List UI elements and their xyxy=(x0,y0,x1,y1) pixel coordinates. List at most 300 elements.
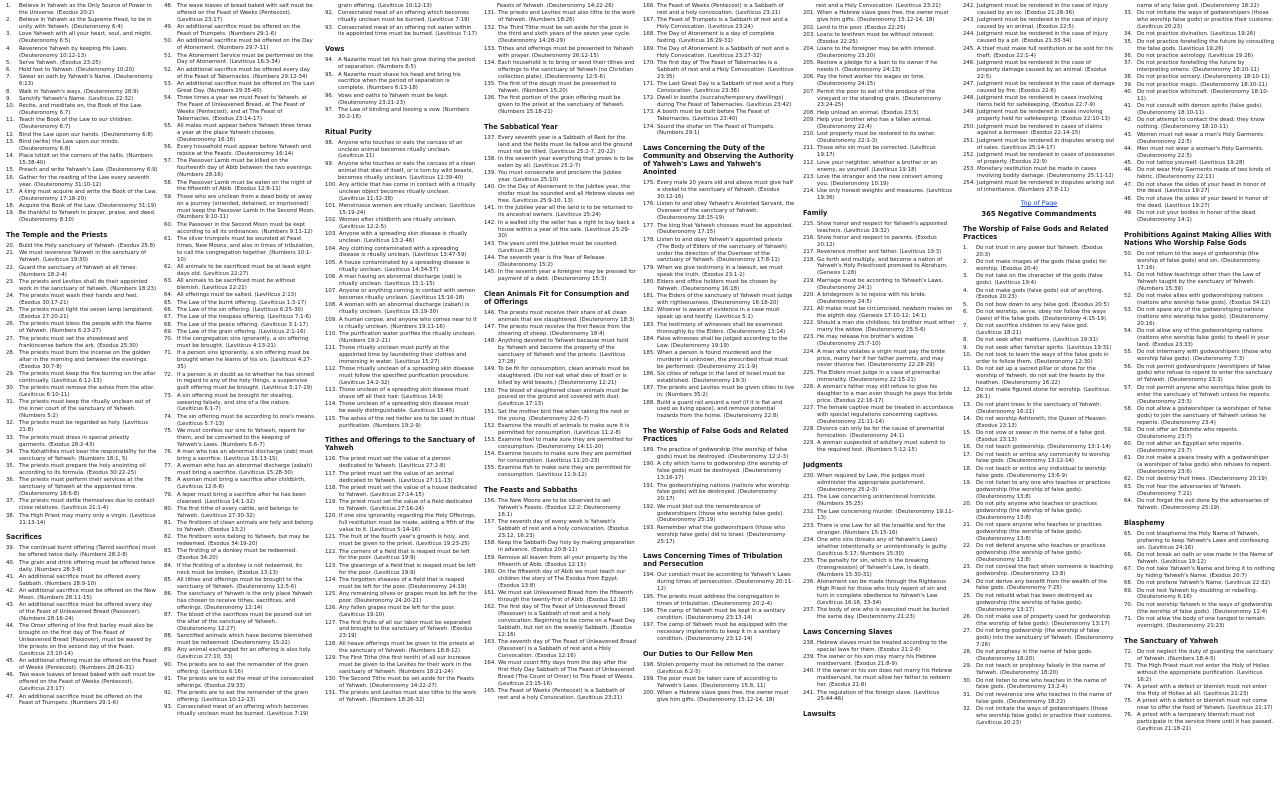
item-text: Believe in Yahweh as the Supreme Head, to be in unity with Yahweh. (Deuteronomy 6:4) xyxy=(19,17,152,31)
item-number: 81. xyxy=(164,520,173,527)
item-number: 25. xyxy=(6,307,15,314)
item-number: 57. xyxy=(164,158,173,165)
item-text: The priests must keep the ritually unclean out of the inner court of the sanctuary of Yahweh. (Numbers 5:2) xyxy=(19,399,151,420)
item-text: Do not allow the body of one hanged to remain overnight. (Deuteronomy 21:23) xyxy=(1137,615,1265,629)
item-text: Whoever is aware of evidence in a case must speak up and testify. (Leviticus 5:1) xyxy=(657,307,780,321)
list-item xyxy=(6,694,158,708)
list-item xyxy=(6,17,158,31)
list-item xyxy=(1124,31,1276,38)
list-item xyxy=(643,31,795,45)
list-item xyxy=(325,471,477,485)
list-item xyxy=(484,81,636,95)
list-item xyxy=(164,393,316,414)
list-item xyxy=(325,246,477,260)
item-number: 216. xyxy=(803,235,816,242)
item-text: The sin offering must be according to one's means. (Leviticus 5:7-13) xyxy=(177,413,316,427)
item-text: Do not practice foretelling the future by consulting the false gods. (Leviticus 19:26) xyxy=(1137,38,1275,52)
item-number: 35. xyxy=(1124,38,1133,45)
list-item xyxy=(963,81,1115,95)
top-of-page-link[interactable]: Top of Page xyxy=(1020,199,1058,208)
list-item xyxy=(164,690,316,704)
item-number: 122. xyxy=(325,548,338,555)
list-item xyxy=(803,74,955,88)
list-item xyxy=(803,494,955,508)
list-item xyxy=(484,60,636,81)
item-number: 9. xyxy=(963,344,969,351)
list-item xyxy=(325,366,477,387)
item-text: Tithes and offerings must be presented to Yahweh with prayer. (Deuteronomy 26:12-15) xyxy=(498,45,634,59)
item-text: Go forth and multiply, and become a nation of Yahweh's Holy Priesthood promised to Abraham. (Genesis 1:28) xyxy=(817,256,948,277)
list-item xyxy=(484,639,636,660)
item-number: 144. xyxy=(484,254,497,261)
item-number: 198. xyxy=(643,661,656,668)
item-number: 47. xyxy=(6,693,15,700)
item-number: 203. xyxy=(803,31,816,38)
item-text: An additional sacrifice must be offered every day of the Feast of Tabernacles. (Numbers 29:12-34) xyxy=(177,66,310,80)
item-number: 42. xyxy=(1124,117,1133,124)
list-item xyxy=(643,336,795,350)
item-number: 184. xyxy=(643,335,656,342)
item-number: 152. xyxy=(484,422,497,429)
item-text: Do not forget the evil done by the adversaries of Yahweh. (Deuteronomy 25:19) xyxy=(1137,497,1269,511)
item-number: 20. xyxy=(6,243,15,250)
section-heading: Ritual Purity xyxy=(325,127,372,136)
item-number: 70. xyxy=(164,336,173,343)
item-number: 40. xyxy=(1124,89,1133,95)
item-number: 19. xyxy=(6,210,15,217)
item-number: 50. xyxy=(1124,250,1133,257)
item-text: Place tzitzit on the corners of the tallis. (Numbers 15:38-40) xyxy=(19,153,153,167)
item-text: The penalty for sin, which is the breaking (transgression) of Yahweh's Law, is death. (Numbers 15:30-31) xyxy=(817,558,931,578)
item-text: Use only honest weights and measures. (Leviticus 19:36) xyxy=(817,188,953,201)
item-number: 13. xyxy=(963,401,972,408)
item-number: 104. xyxy=(325,245,338,252)
list-item xyxy=(6,545,158,559)
list-item xyxy=(963,366,1115,387)
list-item xyxy=(803,32,955,46)
commandment-list xyxy=(1124,3,1276,224)
item-text: Do not practice astrology. (Leviticus 19:26) xyxy=(1137,52,1254,59)
item-text: Judgment must be rendered in cases of claims against a borrower. (Exodus 22:14-15) xyxy=(977,123,1103,137)
item-number: 94. xyxy=(325,57,334,64)
item-number: 202. xyxy=(803,24,816,31)
item-text: The Law of the grain offering. (Leviticus 2:1-16) xyxy=(177,328,306,335)
item-text: Vows and oaths to Yahweh must be kept. (Deuteronomy 23:21-23) xyxy=(338,92,449,106)
list-item xyxy=(963,416,1115,430)
item-number: 132. xyxy=(484,24,497,31)
section-heading: Vows xyxy=(325,45,345,54)
list-item xyxy=(1124,484,1276,498)
section-heading: Blasphemy xyxy=(1124,518,1165,527)
item-text: Do not permit anyone who worships false gods to enter the sanctuary of Yahweh unless he repents. (Deuteronomy 23:3) xyxy=(1137,384,1271,405)
item-number: 66. xyxy=(164,307,173,313)
item-number: 171. xyxy=(643,80,656,87)
item-text: All animals to be sacrificed must be without blemish. (Leviticus 22:21) xyxy=(177,278,296,292)
list-item xyxy=(963,663,1115,677)
list-item xyxy=(484,269,636,283)
item-number: 131. xyxy=(325,690,338,697)
item-number: 227. xyxy=(803,405,816,412)
item-number: 21. xyxy=(6,250,15,257)
item-text: The priests must address the congregation in times of tribulation. (Deuteronomy 20:2-4) xyxy=(657,593,780,607)
item-text: If the firstling of a donkey is not redeemed, its neck must be broken. (Exodus 13:13) xyxy=(177,562,302,576)
list-item xyxy=(963,543,1115,564)
list-item xyxy=(325,641,477,655)
list-item xyxy=(963,109,1115,123)
list-item xyxy=(164,676,316,690)
item-text: An additional sacrifice must be offered on the New Moon. (Numbers 28:11-15) xyxy=(19,588,156,601)
item-text: Bind (write) the Law upon our minds. (Deuteronomy 6:8) xyxy=(19,138,120,152)
list-item xyxy=(1124,182,1276,196)
list-item xyxy=(643,572,795,593)
item-number: 36. xyxy=(1124,52,1133,59)
item-number: 240. xyxy=(803,668,816,675)
item-number: 60. xyxy=(164,221,173,228)
item-number: 137. xyxy=(484,134,497,141)
list-item xyxy=(325,57,477,71)
commandment-list xyxy=(325,57,477,120)
item-number: 99. xyxy=(325,160,334,167)
list-item xyxy=(484,3,636,10)
list-item xyxy=(6,513,158,527)
commandment-list xyxy=(643,3,795,137)
item-number: 180. xyxy=(643,278,656,285)
list-item xyxy=(803,668,955,689)
list-item xyxy=(164,612,316,633)
item-number: 31. xyxy=(6,399,15,406)
item-text: Do not make images of the gods (false gods) for worship. (Exodus 20:4) xyxy=(976,259,1107,273)
item-number: 64. xyxy=(1124,497,1133,504)
list-item xyxy=(164,534,316,548)
item-number: 43. xyxy=(6,602,15,609)
item-number: 86. xyxy=(164,591,173,598)
item-text: Do not follow teachings other than the Law of Yahweh taught by the sanctuary of Yahweh. (Numbers 15:39) xyxy=(1137,271,1261,292)
list-item xyxy=(643,662,795,676)
item-number: 169. xyxy=(643,45,656,52)
list-item xyxy=(963,309,1115,323)
list-item xyxy=(1124,649,1276,663)
item-number: 239. xyxy=(803,654,816,661)
commandment-list xyxy=(484,498,636,702)
item-number: 126. xyxy=(325,605,338,612)
item-number: 27. xyxy=(6,335,15,342)
item-text: Remove all leaven from all your property by the fifteenth of Abib. (Exodus 12:15) xyxy=(498,554,628,568)
list-item xyxy=(803,440,955,454)
item-number: 4. xyxy=(963,287,969,294)
list-item xyxy=(1124,580,1276,587)
item-number: 14. xyxy=(963,415,972,422)
item-number: 58. xyxy=(164,179,173,186)
list-item xyxy=(325,513,477,534)
item-number: 13. xyxy=(6,138,15,145)
list-item xyxy=(6,307,158,321)
list-item xyxy=(164,81,316,95)
list-item xyxy=(963,302,1115,309)
list-item xyxy=(803,558,955,579)
item-number: 73. xyxy=(164,392,173,399)
item-number: 142. xyxy=(484,219,497,226)
item-number: 88. xyxy=(164,633,173,640)
list-item xyxy=(1124,328,1276,349)
item-text: A woman suspected of adultery must submit to the required test. (Numbers 5:12-15) xyxy=(817,440,946,454)
item-text: The priests must perform their services at the sanctuary of Yahweh at the appointed time. (Deuteronomy 18:6-8) xyxy=(19,477,144,498)
item-number: 16. xyxy=(963,444,972,451)
list-item xyxy=(6,89,158,96)
item-text: Keep the Sabbath Day holy by making preparation in advance. (Exodus 20:8-11) xyxy=(498,540,635,554)
item-number: 90. xyxy=(164,661,173,668)
list-item xyxy=(325,331,477,345)
item-number: 10. xyxy=(963,352,972,359)
item-text: Do not conceal the fact when someone is teaching godworship. (Deuteronomy 13:8) xyxy=(976,564,1113,578)
item-number: 32. xyxy=(6,420,15,427)
item-text: Do not consult with demon spirits (false gods). (Deuteronomy 18:10-11) xyxy=(1137,103,1263,117)
item-number: 191. xyxy=(643,482,656,489)
item-text: The Feast of Weeks (Pentecost) is a Sabbath of rest and a holy convocation. (Leviticus 23:21) xyxy=(657,3,784,16)
list-item xyxy=(164,577,316,591)
list-item xyxy=(164,477,316,491)
item-text: Do not look to learn the ways of the false gods in order to follow them. (Deuteronomy 12:30) xyxy=(976,352,1109,365)
list-item xyxy=(803,221,955,235)
item-number: 208. xyxy=(803,109,816,116)
item-text: Do not practice magic. (Deuteronomy 18:10-11) xyxy=(1137,81,1268,88)
item-text: The practice of godworship (the worship of false gods) must be destroyed. (Deuteronomy 12:2-3) xyxy=(657,447,789,461)
item-number: 155. xyxy=(484,465,497,472)
list-item xyxy=(6,350,158,371)
item-text: Divorce can only be for the cause of premarital fornication. (Deuteronomy 24:1) xyxy=(817,426,945,440)
item-number: 39. xyxy=(6,545,15,552)
item-text: Do not spare any of the godworshiping nations (nations who worship false gods). (Deuteronomy 20:16) xyxy=(1137,307,1269,327)
item-number: 85. xyxy=(164,576,173,583)
item-number: 141. xyxy=(484,205,497,212)
item-number: 209. xyxy=(803,117,816,124)
list-item xyxy=(643,447,795,461)
item-number: 7. xyxy=(963,323,969,330)
item-text: An additional offering must be offered on the Feast of Weeks (Pentecost). (Numbers 28:26-31) xyxy=(19,658,157,672)
item-number: 14. xyxy=(6,153,15,160)
item-number: 168. xyxy=(643,31,656,38)
text-column-3 xyxy=(325,0,477,810)
list-item xyxy=(963,501,1115,522)
list-item xyxy=(6,203,158,210)
item-number: 100. xyxy=(325,181,338,188)
list-item xyxy=(963,273,1115,287)
list-item xyxy=(164,3,316,24)
item-number: 52. xyxy=(164,66,173,73)
text-column-8 xyxy=(1124,0,1276,810)
item-text: Judgment must be rendered in the case of injury caused by an animal. (Exodus 22:5) xyxy=(977,17,1108,31)
item-number: 73. xyxy=(1124,662,1133,669)
item-text: Gather for the reading of the Law every seventh year. (Deuteronomy 31:10-12) xyxy=(19,174,150,188)
item-text: Be thankful to Yahweh in prayer, praise, and deed. (Deuteronomy 8:10) xyxy=(19,210,156,224)
list-item xyxy=(963,138,1115,152)
item-text: Atonement can be made through the Righteous High Priest for those who truly repent of sin and turn in complete obedience to Yahweh's Law. (Leviticus 16:16, 33-34) xyxy=(817,579,947,606)
item-text: Do not shave the sides of your beard in honor of the dead. (Leviticus 19:27) xyxy=(1137,195,1268,209)
list-item xyxy=(6,46,158,60)
item-text: Do not break an oath or vow made in the Name of Yahweh. (Leviticus 19:12) xyxy=(1137,551,1273,565)
item-number: 229. xyxy=(803,440,816,447)
item-text: Listen to and obey Yahweh's Anointed Servant, the Overseer of the sanctuary of Yahweh. (Deuteronomy 18:15-19) xyxy=(657,201,795,222)
list-item xyxy=(803,640,955,654)
item-number: 75. xyxy=(164,427,173,434)
list-item xyxy=(164,428,316,449)
item-text: Pay the hired worker his wages on time. (Deuteronomy 24:15) xyxy=(817,74,926,88)
list-item xyxy=(325,72,477,93)
list-item xyxy=(164,647,316,661)
item-number: 33. xyxy=(6,434,15,441)
item-number: 10. xyxy=(6,103,15,110)
item-text: Those unclean of a spreading skin disease must be easily distinguishable. (Leviticus 13:45) xyxy=(339,401,469,415)
item-number: 91. xyxy=(164,675,173,682)
item-number: 197. xyxy=(643,622,656,628)
list-item xyxy=(164,194,316,222)
item-text: Do not vow or swear in the name of a false god. (Exodus 23:13) xyxy=(976,430,1106,443)
item-number: 150. xyxy=(484,387,497,394)
list-item xyxy=(803,3,955,10)
item-number: 83. xyxy=(164,548,173,555)
list-item xyxy=(164,520,316,534)
item-number: 22. xyxy=(6,264,15,271)
item-number: 61. xyxy=(1124,455,1133,462)
item-number: 8. xyxy=(6,88,12,95)
item-number: 59. xyxy=(1124,426,1133,433)
item-number: 119. xyxy=(325,499,338,506)
item-text: Consecrated meat of an offering which becomes ritually unclean must be burned. (Leviticus 7:19) xyxy=(338,10,470,24)
item-text: The priests must set the showbread and frankincense before the ark. (Exodus 25:30) xyxy=(19,335,138,349)
item-number: 174. xyxy=(643,123,656,130)
item-number: 38. xyxy=(6,512,15,519)
item-text: The priests must light the seven lamp lampstand. (Exodus 27:20-21) xyxy=(19,307,154,321)
item-text: The continual burnt offering (Tamid sacrifice) must be offered twice daily. (Numbers 28:2-8) xyxy=(19,545,156,559)
item-text: Do not teach or entice any individual to worship false gods. (Deuteronomy 13:6-9) xyxy=(976,465,1106,479)
item-text: A priest with a temporary blemish must not participate in the service there until it has passed. (Leviticus 21:18-21) xyxy=(1137,712,1274,733)
item-text: We must confess our sins to Yahweh, repent for them, and be converted to the keeping of Yahweh's Laws. (Numbers 5:6-7) xyxy=(177,427,306,448)
item-text: To be fit for consumption, clean animals must be slaughtered. (Do not eat what dies of itself or is killed by wild beasts.) (Deuteronomy 12:21) xyxy=(498,366,630,387)
item-text: The Last Great Day is a Sabbath of rest and a Holy Convocation. (Leviticus 23:36) xyxy=(657,80,794,94)
list-item xyxy=(484,255,636,269)
list-item xyxy=(484,184,636,205)
item-text: The Kohathites must bear the responsibility for the sanctuary of Yahweh. (Numbers 18:1, 5) xyxy=(19,448,157,462)
list-item xyxy=(164,704,316,718)
item-text: A man who violates a virgin must pay the bride price, marry her if her father permits, and may never divorce her. (Deuteronomy 22:28-29) xyxy=(817,348,945,369)
section-heading: Laws Concerning the Duty of the Community and Observing the Authority of Yahweh's Laws and Yahweh's Anointed xyxy=(643,144,794,177)
item-number: 194. xyxy=(643,572,656,579)
list-item xyxy=(1124,498,1276,512)
item-number: 242. xyxy=(963,3,976,9)
list-item xyxy=(803,370,955,384)
item-number: 200. xyxy=(643,690,656,697)
item-text: All heave offerings must be given to the priests at the sanctuary of Yahweh. (Numbers 18:8-12) xyxy=(339,640,475,654)
list-item xyxy=(1124,441,1276,455)
item-text: A woman's father may still refuse to give his daughter to a man even though he pays the bride price. (Exodus 22:16-17) xyxy=(817,383,953,404)
list-item xyxy=(6,167,158,174)
section-heading: The Sanctuary of Yahweh xyxy=(1124,636,1219,645)
list-item xyxy=(1124,566,1276,580)
item-text: You must consecrate and proclaim the Jubilee year. (Leviticus 25:10) xyxy=(498,170,622,184)
item-number: 43. xyxy=(1124,131,1133,138)
item-number: 76. xyxy=(164,449,173,456)
item-text: Do not allow any of the godworshiping nations (nations who worship false gods) to dwell in your land. (Exodus 23:33) xyxy=(1137,328,1270,349)
item-number: 30. xyxy=(963,677,972,684)
commandment-list xyxy=(963,3,1115,194)
item-text: The blood of the sacrifices must be poured out on the altar of the sanctuary of Yahweh. (Deuteronomy 12:27) xyxy=(177,612,312,632)
item-text: Any remaining olives or grapes must be left for the poor. (Deuteronomy 24:20-21) xyxy=(339,591,477,605)
item-text: The High Priest may marry only a virgin. (Leviticus 21:13-14) xyxy=(19,512,156,526)
item-text: The owner or his son may marry his Hebrew maidservant. (Exodus 21:8-9) xyxy=(817,654,937,668)
item-text: Preach and write Yahweh's Law. (Deuteronomy 6:9) xyxy=(19,167,158,174)
item-number: 251. xyxy=(963,137,976,144)
commandment-list xyxy=(6,3,158,224)
item-number: 71. xyxy=(164,350,173,357)
section-heading: Family xyxy=(803,208,828,217)
section-heading: Prohibitions Against Making Allies With Nations Who Worship False Gods xyxy=(1124,230,1272,247)
item-number: 79. xyxy=(164,491,173,498)
item-number: 49. xyxy=(164,24,173,31)
item-number: 177. xyxy=(643,222,656,229)
list-item xyxy=(1124,602,1276,616)
item-text: A Nazarite must shave his head and bring his sacrifice when the period of separation is complete. (Numbers 6:13-18) xyxy=(338,71,461,92)
list-item xyxy=(963,166,1115,180)
item-number: 5. xyxy=(963,301,969,308)
item-number: 182. xyxy=(643,307,656,314)
item-number: 254. xyxy=(963,180,976,187)
list-item xyxy=(803,110,955,117)
item-number: 54. xyxy=(164,95,173,102)
list-item xyxy=(325,231,477,245)
item-text: Do not bring godworship (the worship of false gods) into the sanctuary of Yahweh. (Deuteronomy 7:26) xyxy=(976,628,1114,648)
item-number: 252. xyxy=(963,151,976,158)
list-item xyxy=(164,591,316,612)
item-text: Every household must appear before Yahweh and rejoice at the Feasts. (Deuteronomy 16:14) xyxy=(177,144,311,158)
item-text: Do not offer an Edomite who repents. (Deuteronomy 23:7) xyxy=(1137,426,1239,440)
item-number: 37. xyxy=(1124,60,1133,67)
item-number: 63. xyxy=(1124,483,1133,490)
item-number: 34. xyxy=(6,448,15,455)
list-item xyxy=(803,320,955,334)
item-text: Do not make gods (false gods) out of anything. (Exodus 20:23) xyxy=(976,287,1104,301)
item-number: 62. xyxy=(1124,476,1133,483)
section-heading: The Worship of False Gods and Related Practices xyxy=(643,427,789,444)
item-number: 222. xyxy=(803,320,816,327)
item-text: Any fallen grapes must be left for the poor. (Leviticus 19:10) xyxy=(339,605,456,619)
item-text: The priests and Levites must also tithe to the work of Yahweh. (Numbers 18:26) xyxy=(498,10,636,24)
list-item xyxy=(803,292,955,306)
list-item xyxy=(643,223,795,237)
list-item xyxy=(803,131,955,145)
item-number: 106. xyxy=(325,273,338,280)
item-text: When a Hebrew slave goes free, the owner must give him gifts. (Deuteronomy 15:12-14, 18) xyxy=(657,690,789,704)
item-number: 207. xyxy=(803,88,816,95)
list-item xyxy=(164,144,316,158)
list-item xyxy=(1124,160,1276,167)
item-number: 163. xyxy=(484,639,497,646)
list-item xyxy=(325,302,477,316)
list-item xyxy=(1124,3,1276,10)
item-text: The Omer offering of the first barley must also be brought on the first day of The Feast of Unleavened Bread (Passover), must be waved by the priests on the second day of the Feast. (Leviticus 23:10-14) xyxy=(19,623,154,657)
item-number: 28. xyxy=(963,649,972,656)
section-title: 365 Negative Commandments xyxy=(981,210,1097,219)
list-item xyxy=(325,416,477,430)
list-item xyxy=(963,345,1115,352)
item-number: 159. xyxy=(484,554,497,561)
item-number: 23. xyxy=(6,278,15,285)
item-text: All males must be circumcised, newborn males on the eighth day. (Genesis 17:10-12; 14:1) xyxy=(817,306,953,319)
list-item xyxy=(1124,476,1276,483)
item-text: Do not abhor an Egyptian who repents. (Deuteronomy 23:7) xyxy=(1137,441,1244,455)
list-item xyxy=(164,307,316,314)
item-text: The High Priest must not enter the Holy of Holies without the appropriate purification. (Leviticus 16:2) xyxy=(1137,662,1270,683)
item-text: The Day of Atonement is a day of complete fasting. (Leviticus 16:29-31) xyxy=(657,31,775,45)
item-text: Those who sin must be corrected. (Leviticus 19:17) xyxy=(817,145,936,159)
